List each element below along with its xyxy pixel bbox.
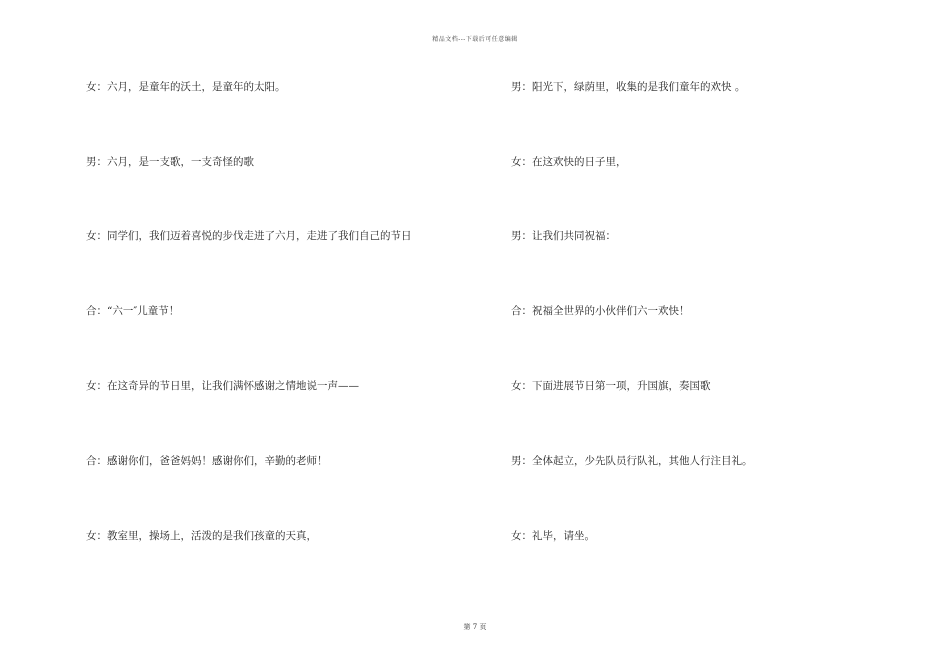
script-line: 合：“六一″儿童节！ [86,305,180,317]
script-line: 男：六月，是一支歌，一支奇怪的歌 [86,156,254,168]
script-line: 女：在这欢快的日子里， [511,156,627,168]
page-number: 第 7 页 [463,623,487,631]
script-line: 女：礼毕，请坐。 [511,530,595,542]
script-line: 合：祝福全世界的小伙伴们六一欢快！ [511,305,690,317]
script-line: 女：同学们，我们迈着喜悦的步伐走进了六月，走进了我们自己的节日 [86,230,412,242]
script-line: 男：阳光下，绿荫里，收集的是我们童年的欢快 。 [511,81,746,93]
script-line: 女：在这奇异的节日里，让我们满怀感谢之情地说一声—— [86,380,359,392]
script-line: 男：全体起立，少先队员行队礼，其他人行注目礼。 [511,455,753,467]
script-line: 男：让我们共同祝福： [511,230,616,242]
script-line: 女：教室里，操场上，活泼的是我们孩童的天真， [86,530,317,542]
page-header: 精品文档---下载后可任意编辑 [432,36,518,43]
script-line: 合：感谢你们，爸爸妈妈！感谢你们，辛勤的老师！ [86,455,328,467]
script-line: 女：六月，是童年的沃土，是童年的太阳。 [86,81,286,93]
script-line: 女：下面进展节日第一项，升国旗，奏国歌 [511,380,711,392]
